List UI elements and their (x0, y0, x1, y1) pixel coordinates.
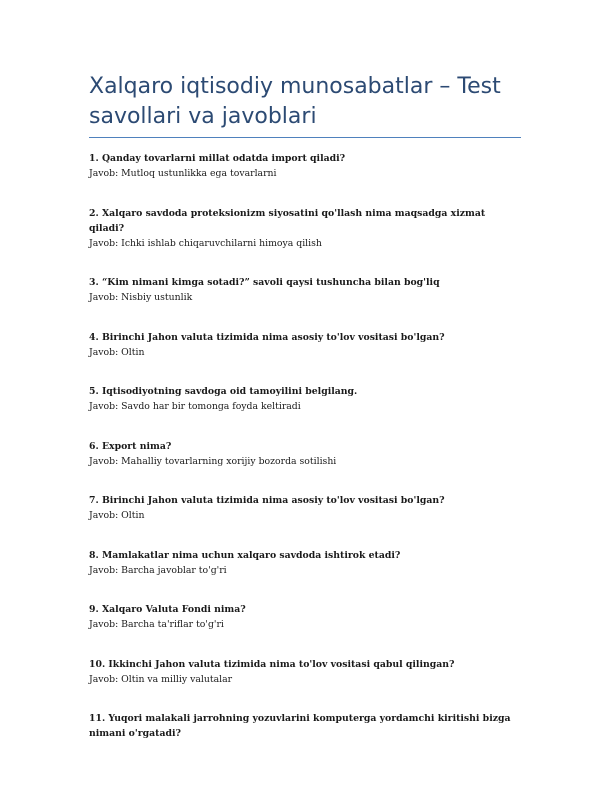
answer-text: Javob: Oltin (89, 510, 145, 521)
qa-item-2 (89, 206, 519, 251)
answer-text: Javob: Nisbiy ustunlik (89, 292, 193, 303)
qa-item-8 (89, 548, 519, 578)
question-text: 4. Birinchi Jahon valuta tizimida nima asosiy to'lov vositasi bo'lgan? (89, 331, 445, 343)
answer-text: Javob: Oltin (89, 346, 145, 358)
qa-item-6 (89, 439, 519, 469)
answer-text: Javob: Barcha ta'riflar to'g'ri (89, 619, 224, 630)
question-text: 9. Xalqaro Valuta Fondi nima? (89, 604, 246, 615)
qa-item-3 (89, 275, 519, 305)
question-text: 10. Ikkinchi Jahon valuta tizimida nima to'lov vositasi qabul qilingan? (89, 658, 455, 670)
question-text: 8. Mamlakatlar nima uchun xalqaro savdoda ishtirok etadi? (89, 549, 401, 561)
qa-item-11 (89, 711, 519, 741)
question-list (89, 151, 519, 766)
answer-text: Javob: Mahalliy tovarlarning xorijiy bozorda sotilishi (89, 455, 337, 467)
answer-text: Javob: Savdo har bir tomonga foyda keltiradi (89, 401, 301, 412)
question-text: 5. Iqtisodiyotning savdoga oid tamoyilini belgilang. (89, 386, 358, 397)
document-title: Xalqaro iqtisodiy munosabatlar – Test savollari va javoblari (89, 74, 501, 129)
question-text: 6. Export nima? (89, 440, 172, 452)
question-text: 2. Xalqaro savdoda proteksionizm siyosatini qo'llash nima maqsadga xizmat qiladi? (89, 207, 486, 234)
qa-item-4 (89, 330, 519, 360)
question-text: 3. “Kim nimani kimga sotadi?” savoli qaysi tushuncha bilan bog'liq (89, 277, 440, 288)
answer-text: Javob: Barcha javoblar to'g'ri (89, 564, 227, 576)
question-text: 7. Birinchi Jahon valuta tizimida nima asosiy to'lov vositasi bo'lgan? (89, 495, 445, 506)
qa-item-9 (89, 602, 519, 632)
answer-text: Javob: Oltin va milliy valutalar (89, 673, 233, 685)
qa-item-7 (89, 493, 519, 523)
title-underline (89, 137, 521, 138)
qa-item-1 (89, 151, 519, 181)
answer-text: Javob: Mutloq ustunlikka ega tovarlarni (89, 168, 277, 179)
answer-text: Javob: Ichki ishlab chiqaruvchilarni himoya qilish (89, 237, 322, 249)
question-text: 1. Qanday tovarlarni millat odatda import qiladi? (89, 153, 346, 164)
qa-item-10 (89, 657, 519, 687)
qa-item-5 (89, 384, 519, 414)
question-text: 11. Yuqori malakali jarrohning yozuvlarini komputerga yordamchi kiritishi bizga nimani o'rgatadi? (89, 713, 511, 739)
